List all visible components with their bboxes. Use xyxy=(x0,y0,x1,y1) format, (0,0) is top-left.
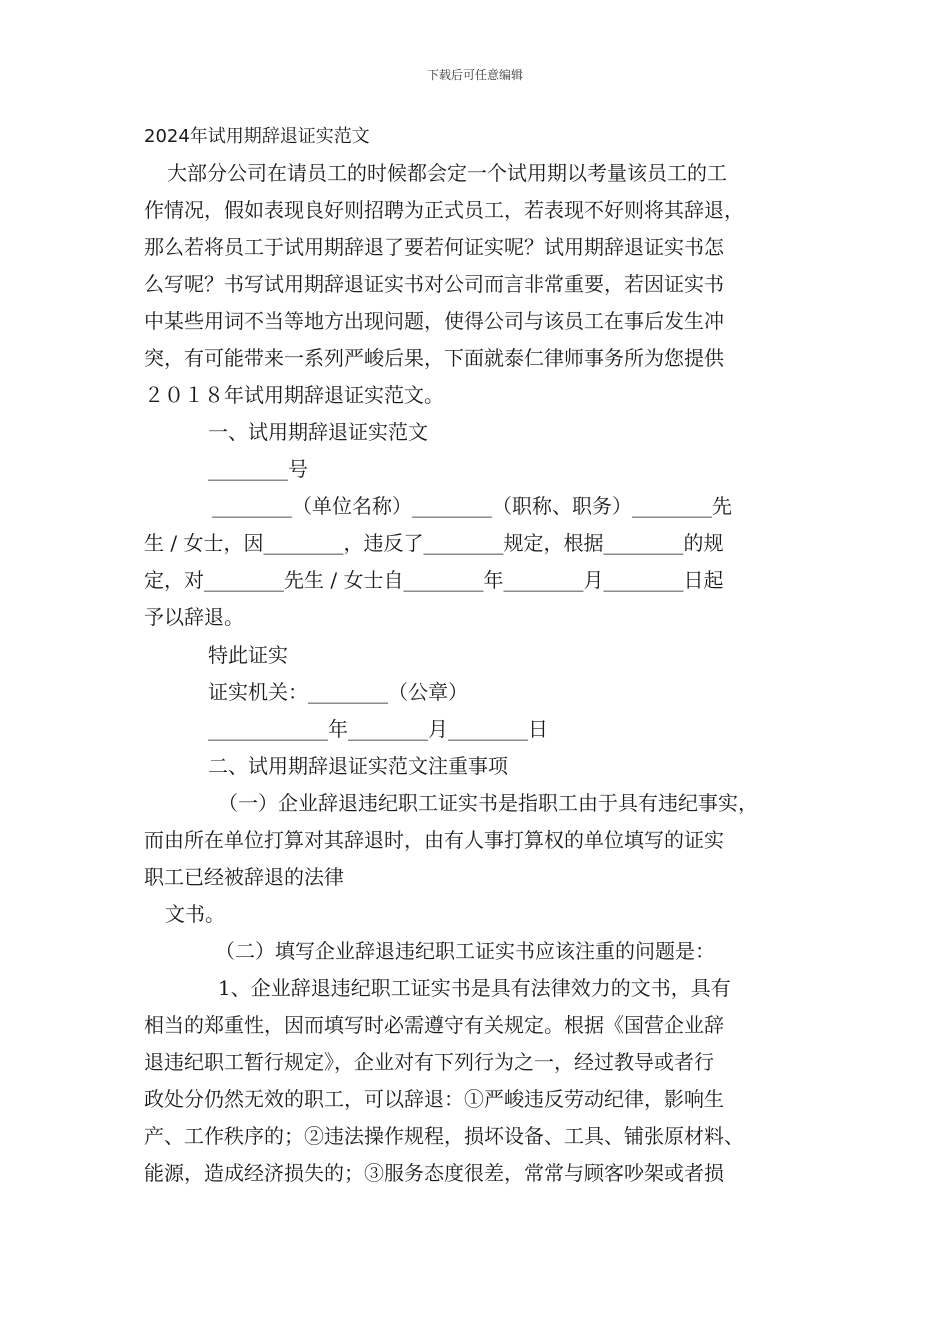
page-header: 下载后可任意编辑 xyxy=(426,68,523,82)
paragraph-line: 大部分公司在请员工的时候都会定一个试用期以考量该员工的工 xyxy=(167,161,727,185)
paragraph-line: （二）填写企业辞退违纪职工证实书应该注重的问题是： xyxy=(215,939,715,963)
paragraph-line: 中某些用词不当等地方出现问题，使得公司与该员工在事后发生冲 xyxy=(144,309,724,333)
paragraph-line: 文书。 xyxy=(165,902,225,926)
paragraph-line: 么写呢？书写试用期辞退证实书对公司而言非常重要，若因证实书 xyxy=(144,272,724,296)
paragraph-line: 能源，造成经济损失的；③服务态度很差，常常与顾客吵架或者损 xyxy=(144,1161,724,1185)
form-line: ________（单位名称）________（职称、职务）________先 xyxy=(212,494,732,518)
paragraph-line: 产、工作秩序的；②违法操作规程，损坏设备、工具、铺张原材料、 xyxy=(144,1124,744,1148)
form-line: ________号 xyxy=(208,457,308,481)
form-line: 定，对________先生 / 女士自________年________月________日起 xyxy=(144,568,724,592)
paragraph-line: ２０１８年试用期辞退证实范文。 xyxy=(144,383,444,407)
paragraph-line: 职工已经被辞退的法律 xyxy=(144,865,344,889)
paragraph-line: 退违纪职工暂行规定》，企业对有下列行为之一，经过教导或者行 xyxy=(144,1050,714,1074)
paragraph-line: 1、企业辞退违纪职工证实书是具有法律效力的文书，具有 xyxy=(218,976,731,1000)
paragraph-line: 突，有可能带来一系列严峻后果，下面就泰仁律师事务所为您提供 xyxy=(144,346,724,370)
section-heading: 一、试用期辞退证实范文 xyxy=(208,420,428,444)
form-line: 特此证实 xyxy=(208,643,288,667)
paragraph-line: 而由所在单位打算对其辞退时，由有人事打算权的单位填写的证实 xyxy=(144,828,724,852)
form-line: 生 / 女士，因________，违反了________规定，根据________的规 xyxy=(144,531,724,555)
section-heading: 二、试用期辞退证实范文注重事项 xyxy=(208,754,508,778)
paragraph-line: 作情况，假如表现良好则招聘为正式员工，若表现不好则将其辞退， xyxy=(144,198,744,222)
form-line: 证实机关：________（公章） xyxy=(208,680,468,704)
document-title: 2024年试用期辞退证实范文 xyxy=(144,126,370,147)
paragraph-line: 相当的郑重性，因而填写时必需遵守有关规定。根据《国营企业辞 xyxy=(144,1013,724,1037)
paragraph-line: 政处分仍然无效的职工，可以辞退：①严峻违反劳动纪律，影响生 xyxy=(144,1087,724,1111)
paragraph-line: （一）企业辞退违纪职工证实书是指职工由于具有违纪事实， xyxy=(218,791,758,815)
form-line: 予以辞退。 xyxy=(144,605,244,629)
form-line: ____________年________月________日 xyxy=(208,717,548,741)
paragraph-line: 那么若将员工于试用期辞退了要若何证实呢？试用期辞退证实书怎 xyxy=(144,235,724,259)
